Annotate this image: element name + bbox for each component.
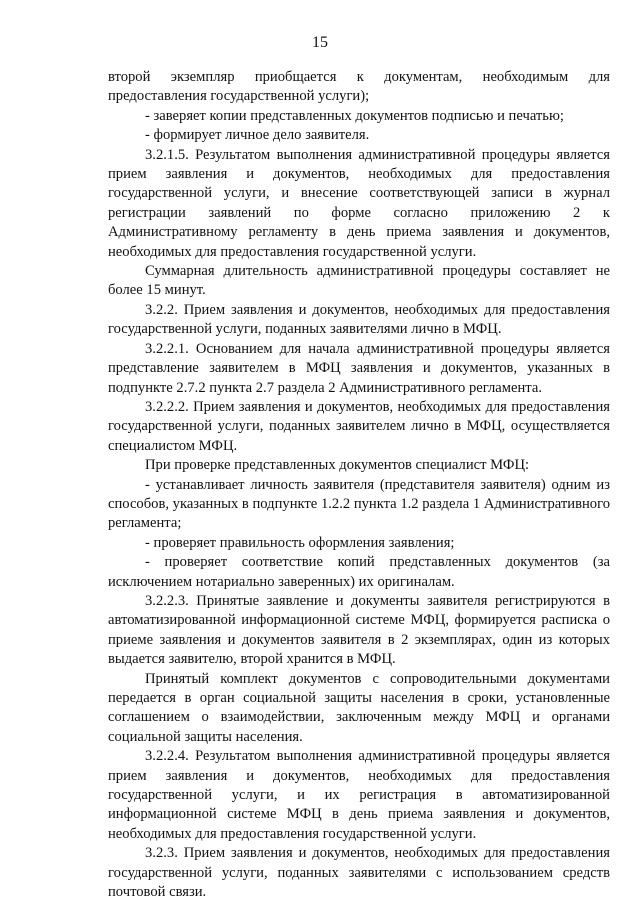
paragraph: 3.2.2.2. Прием заявления и документов, необходимых для предоставления государственной услуги, поданных заявителем лично в МФЦ, осуществляется специалистом МФЦ. (108, 398, 610, 454)
paragraph: 3.2.2.1. Основанием для начала административной процедуры является представление заявителем в МФЦ заявления и документов, указанных в подпункте 2.7.2 пункта 2.7 раздела 2 Административного регламента. (108, 340, 610, 396)
paragraph: второй экземпляр приобщается к документам, необходимым для предоставления государственной услуги); (108, 69, 610, 105)
paragraph: - формирует личное дело заявителя. (145, 127, 370, 144)
page-number: 15 (312, 34, 328, 51)
paragraph: Принятый комплект документов с сопроводительными документами передается в орган социальной защиты населения в сроки, установленные соглашением о взаимодействии, заключенным между МФЦ и органами социальной защиты населения. (108, 670, 610, 745)
paragraph: - устанавливает личность заявителя (представителя заявителя) одним из способов, указанных в подпункте 1.2.2 пункта 1.2 раздела 1 Административного регламента; (108, 476, 610, 532)
paragraph: 3.2.2.4. Результатом выполнения административной процедуры является прием заявления и документов, необходимых для предоставления государственной услуги, и их регистрация в автоматизированной информационной системе МФЦ в день приема заявления и документов, необходимых для предоставления государственной услуги. (108, 748, 610, 842)
paragraph: - проверяет соответствие копий представленных документов (за исключением нотариально заверенных) их оригиналам. (108, 554, 610, 590)
paragraph: Суммарная длительность административной процедуры составляет не более 15 минут. (108, 263, 610, 299)
paragraph: При проверке представленных документов специалист МФЦ: (145, 457, 530, 474)
paragraph: 3.2.1.5. Результатом выполнения административной процедуры является прием заявления и документов, необходимых для предоставления государственной услуги, и внесение соответствующей записи в журнал регистрации заявлений по форме согласно приложению 2 к Административному регламенту в день приема заявления и документов, необходимых для предоставления государственной услуги. (108, 146, 610, 260)
paragraph: 3.2.2. Прием заявления и документов, необходимых для предоставления государственной услуги, поданных заявителями лично в МФЦ. (108, 301, 610, 338)
document-body (108, 68, 610, 902)
paragraph: 3.2.3. Прием заявления и документов, необходимых для предоставления государственной услуги, поданных заявителями с использованием средств почтовой связи. (108, 845, 610, 901)
paragraph: - заверяет копии представленных документов подписью и печатью; (145, 107, 564, 124)
paragraph: - проверяет правильность оформления заявления; (145, 534, 455, 551)
paragraph: 3.2.2.3. Принятые заявление и документы заявителя регистрируются в автоматизированной информационной системе МФЦ, формируется расписка о приеме заявления и документов заявителя в 2 экземплярах, один из которых выдается заявителю, второй хранится в МФЦ. (108, 592, 610, 668)
